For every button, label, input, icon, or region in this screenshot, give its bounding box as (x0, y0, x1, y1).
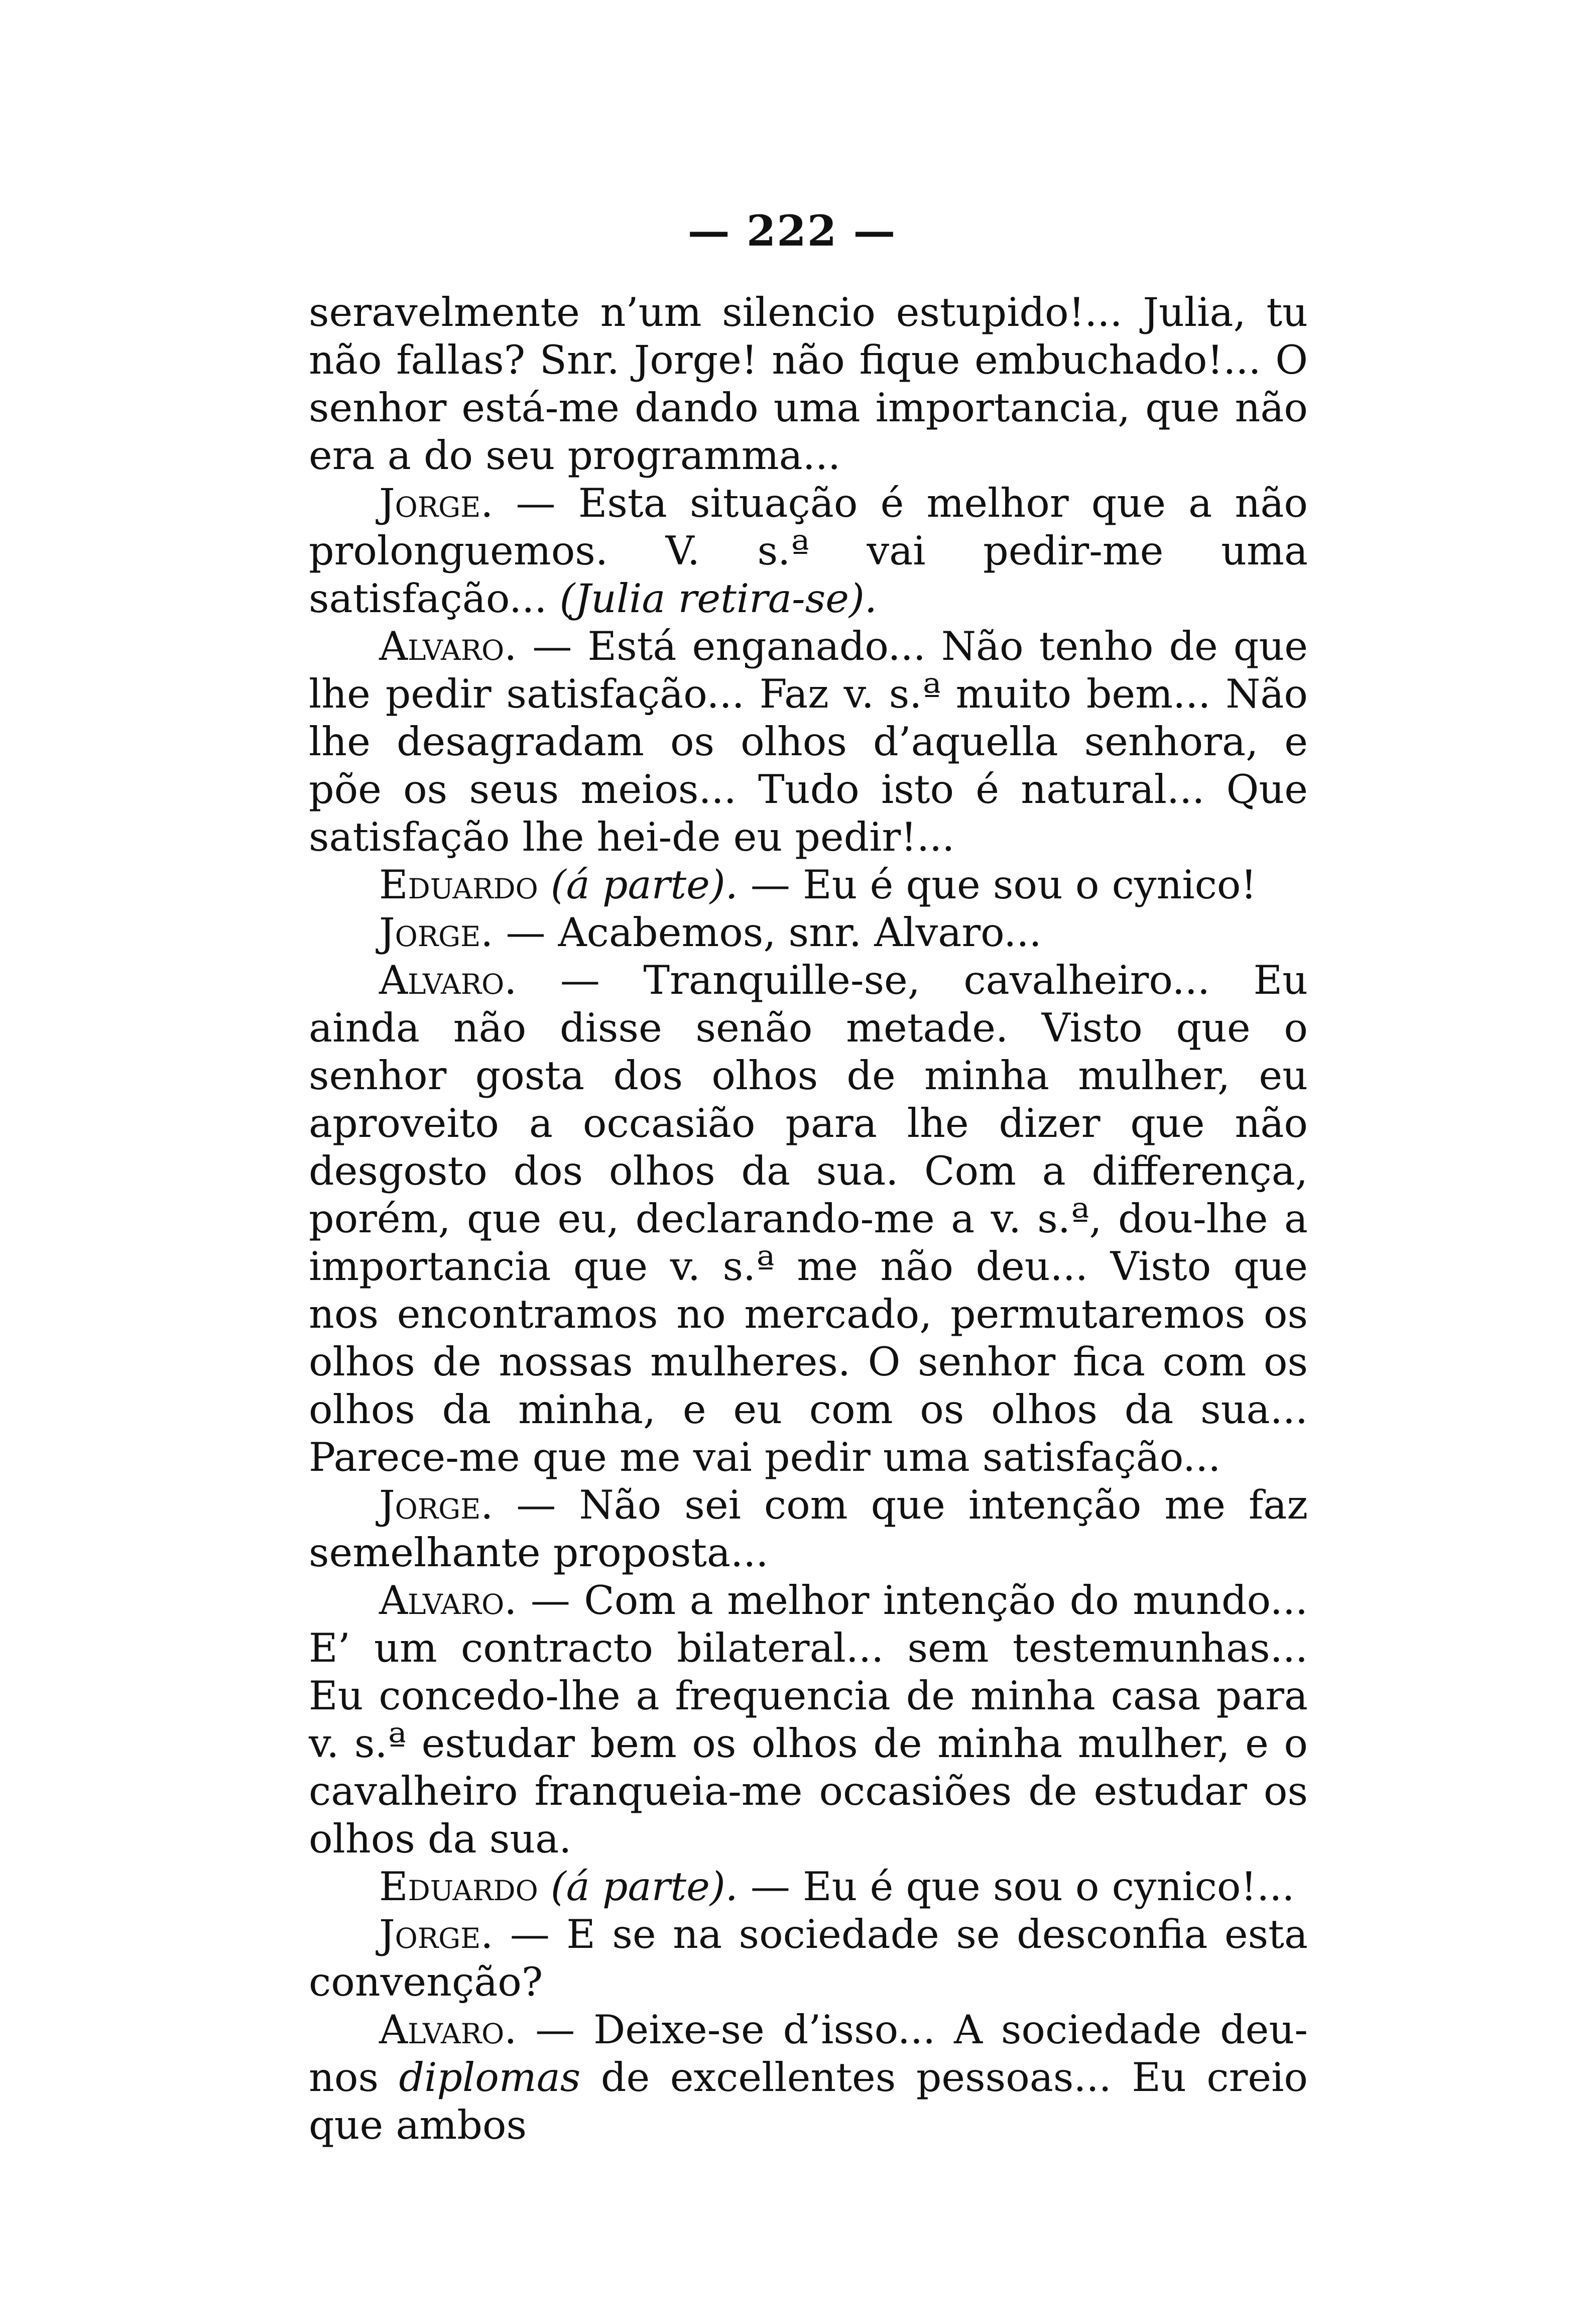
dialogue-text: — Está enganado... Não tenho de que lhe pedir satisfação... Faz v. s.ª muito bem... Não lhe desagradam os olhos d’aquella senhora, e põe os seus meios... Tudo isto é natural... Que satisfação lhe hei-de eu pedir!... (309, 623, 1308, 860)
speaker-name: Alvaro. (379, 623, 517, 669)
dialogue-text: — Esta situação é melhor que a não prolonguemos. V. s.ª vai pedir-me uma satisfação... (309, 480, 1308, 622)
dialogue-paragraph (309, 623, 1308, 861)
stage-direction: (Julia retira-se). (559, 575, 877, 622)
dialogue-paragraph (309, 1911, 1308, 2006)
dialogue-text: — Não sei com que intenção me faz semelhante proposta... (309, 1482, 1308, 1576)
dialogue-paragraph (309, 1577, 1308, 1863)
speaker-name: Alvaro. (379, 2007, 517, 2053)
dialogue-paragraph (309, 2006, 1308, 2149)
speaker-name: Jorge. (379, 1911, 494, 1957)
speaker-name: Jorge. (379, 1482, 494, 1528)
emphasis-text: diplomas (399, 2054, 581, 2101)
dialogue-paragraph (309, 480, 1308, 623)
dialogue-text: — Com a melhor intenção do mundo... E’ um contracto bilateral... sem testemunhas... Eu concedo-lhe a frequencia de minha casa para v. s.ª estudar bem os olhos de minha mulher, e o cavalheiro franqueia-me occasiões de estudar os olhos da sua. (309, 1577, 1308, 1862)
speaker-name: Eduardo (379, 1864, 538, 1910)
speaker-name: Jorge. (379, 909, 494, 956)
speaker-name: Jorge. (379, 480, 494, 526)
dialogue-paragraph (309, 861, 1308, 909)
stage-direction: (á parte). (538, 1864, 738, 1910)
dialogue-paragraph (309, 289, 1308, 480)
dialogue-text: — Acabemos, snr. Alvaro... (493, 909, 1042, 956)
dialogue-text: — Tranquille-se, cavalheiro... Eu ainda não disse senão metade. Visto que o senhor gosta dos olhos de minha mulher, eu aproveito a occasião para lhe dizer que não desgosto dos olhos da sua. Com a differença, porém, que eu, declarando-me a v. s.ª, dou-lhe a importancia que v. s.ª me não deu... Visto que nos encontramos no mercado, permutaremos os olhos de nossas mulheres. O senhor fica com os olhos da minha, e eu com os olhos da sua... Parece-me que me vai pedir uma satisfação... (309, 957, 1308, 1480)
dialogue-text: — Eu é que sou o cynico!... (738, 1864, 1295, 1910)
dialogue-paragraph (309, 909, 1308, 957)
play-text (309, 289, 1308, 2149)
speaker-name: Alvaro. (379, 1577, 517, 1623)
page-number: — 222 — (687, 206, 897, 256)
dialogue-text: — Deixe-se d’isso... A sociedade deu-nos (309, 2007, 1308, 2101)
dialogue-text: — Eu é que sou o cynico! (738, 862, 1257, 908)
dialogue-text: de excellentes pessoas... Eu creio que ambos (309, 2054, 1308, 2148)
speaker-name: Eduardo (379, 862, 538, 908)
dialogue-paragraph (309, 957, 1308, 1481)
stage-direction: (á parte). (538, 862, 738, 908)
dialogue-paragraph (309, 1481, 1308, 1577)
dialogue-paragraph (309, 1863, 1308, 1911)
dialogue-text: — E se na sociedade se desconfia esta convenção? (309, 1911, 1308, 2005)
dialogue-text: seravelmente n’um silencio estupido!... Julia, tu não fallas? Snr. Jorge! não fique embuchado!... O senhor está-me dando uma importancia, que não era a do seu programma... (309, 289, 1308, 479)
speaker-name: Alvaro. (379, 957, 517, 1003)
